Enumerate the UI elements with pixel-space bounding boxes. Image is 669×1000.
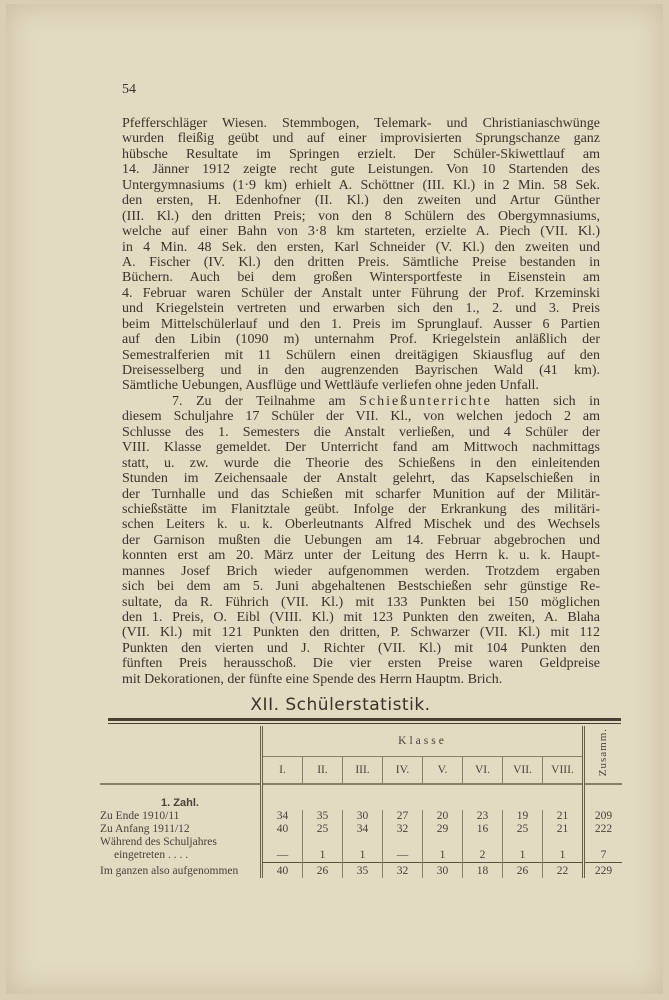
row-label: [100, 836, 262, 862]
text-line: hübsche Resultate im Springen erzielt. Der Schüler-Skiwettlauf am: [122, 146, 600, 162]
text-line: Untergymnasiums (1·9 km) erhielt A. Schöttner (III. Kl.) in 2 Min. 58 Sek.: [122, 177, 600, 193]
table-cell: 40: [262, 862, 303, 878]
table-top-rule-thin: [108, 723, 621, 724]
table-cell: 1: [343, 836, 383, 862]
table-cell: 35: [303, 810, 343, 823]
text-line: VIII. Klasse gemeldet. Der Unterricht fand am Mittwoch nachmittags: [122, 440, 600, 456]
text-line: Sämtliche Uebungen, Ausflüge und Wettläufe verliefen ohne jeden Unfall.: [122, 378, 539, 394]
table-cell: 18: [463, 862, 503, 878]
table-cell: 26: [303, 862, 343, 878]
text-line: Büchern. Auch bei dem großen Wintersportfeste in Eisenstein am: [122, 270, 600, 286]
row-label-line: eingetreten . . . .: [114, 849, 189, 861]
text-line: mit Dekorationen, der fünfte eine Spende des Herrn Hauptm. Brich.: [122, 671, 503, 687]
row-label: Zu Ende 1910/11: [100, 810, 262, 823]
table-cell: 25: [303, 823, 343, 836]
text-line: welche auf einer Bahn von 3·8 km starteten, erzielte A. Piech (VII. Kl.): [122, 224, 600, 240]
section-label: 1. Zahl.: [100, 789, 262, 810]
table-cell: 32: [383, 823, 423, 836]
table-cell: 34: [343, 823, 383, 836]
section-title: XII. Schülerstatistik.: [250, 695, 431, 715]
table-cell: 21: [543, 823, 584, 836]
row-label: Im ganzen also aufgenommen: [100, 862, 262, 878]
table-cell: 23: [463, 810, 503, 823]
text-line: sultate, da R. Führich (VII. Kl.) mit 133 Punkten bei 150 möglichen: [122, 594, 600, 610]
table-cell: 1: [503, 836, 543, 862]
table-row: [100, 836, 622, 862]
table-cell: 16: [463, 823, 503, 836]
table-cell: 35: [343, 862, 383, 878]
document-page: [6, 4, 663, 994]
text-line: diesem Schuljahre 17 Schüler der VII. Kl., von welchen jedoch 2 am: [122, 409, 600, 425]
class-header: V.: [423, 757, 463, 785]
body-text: [122, 116, 600, 687]
total-cell: 209: [584, 810, 623, 823]
text-line: den 1. Preis, O. Eibl (VIII. Kl.) mit 123 Punkten den zweiten, A. Blaha: [122, 610, 600, 625]
total-header: Zusamm.: [597, 728, 609, 777]
table-cell: 22: [543, 862, 584, 878]
table-cell: 32: [383, 862, 423, 878]
table-cell: 19: [503, 810, 543, 823]
text-line: 7. Zu der Teilnahme am Schießunterrichte hatten sich in: [172, 393, 600, 409]
table-cell: —: [383, 836, 423, 862]
class-header: I.: [262, 757, 303, 785]
text-line: und Kriegelstein vertreten und erwarben sich den 1., 2. und 3. Preis: [122, 301, 600, 317]
total-cell: 7: [584, 836, 623, 862]
text-line: in 4 Min. 48 Sek. den ersten, Karl Schneider (V. Kl.) den zweiten und: [122, 239, 600, 255]
text-line: beim Mittelschülerlauf und den 1. Preis im Sprunglauf. Ausser 6 Partien: [122, 316, 600, 332]
table-row: [100, 823, 622, 836]
table-cell: 20: [423, 810, 463, 823]
table-cell: 26: [503, 862, 543, 878]
class-header: II.: [303, 757, 343, 785]
table-cell: 30: [423, 862, 463, 878]
table-row: [100, 810, 622, 823]
text-line: konnten erst am 20. März unter der Leitung des Herrn k. u. k. Haupt-: [122, 548, 600, 564]
text-line: statt, u. zw. wurde die Theorie des Schießens in den einleitenden: [122, 455, 600, 471]
table-cell: 21: [543, 810, 584, 823]
text-line: Stunden im Zeichensaale der Anstalt gelehrt, das Kapselschießen in: [122, 471, 600, 487]
statistics-table: [100, 726, 622, 878]
text-line: schießstätte im Flanitztale geübt. Infolge der Erkrankung des militäri-: [122, 501, 600, 517]
table-cell: 30: [343, 810, 383, 823]
class-header: VII.: [503, 757, 543, 785]
text-line: 4. Februar waren Schüler der Anstalt unter Führung der Prof. Krzeminski: [122, 285, 600, 301]
total-cell: 222: [584, 823, 623, 836]
text-line: mannes Josef Brich wieder aufgenommen werden. Trotzdem ergaben: [122, 563, 600, 579]
text-line: Pfefferschläger Wiesen. Stemmbogen, Telemark- und Christianiaschwünge: [122, 116, 600, 131]
text-line: A. Fischer (IV. Kl.) den dritten Preis. Sämtliche Preise bestanden in: [122, 254, 600, 270]
text-line: Schlusse des 1. Semesters die Anstalt verließen, und 4 Schüler der: [122, 424, 600, 440]
class-header: VI.: [463, 757, 503, 785]
text-line: der Garnison mußten die Uebungen am 14. Februar abgebrochen und: [122, 532, 600, 548]
table-cell: 1: [423, 836, 463, 862]
row-label-line: Während des Schuljahres: [100, 836, 217, 848]
table-row: [100, 862, 622, 878]
text-line: (III. Kl.) den dritten Preis; von den 8 Schülern des Obergymnasiums,: [122, 208, 600, 224]
table-cell: 29: [423, 823, 463, 836]
text-line: der Turnhalle und das Schießen mit scharfer Munition auf der Militär-: [122, 486, 600, 502]
text-line: Dreisesselberg und in den augrenzenden Bayrischen Wald (41 km).: [122, 363, 600, 378]
emphasized-word: Schießunterrichte: [359, 393, 492, 409]
class-header: IV.: [383, 757, 423, 785]
table-cell: 2: [463, 836, 503, 862]
text-line: Semestralferien mit 11 Schülern einen dreitägigen Skiausflug auf den: [122, 347, 600, 363]
table-cell: 1: [543, 836, 584, 862]
text-line: den ersten, H. Edenhofner (II. Kl.) den zweiten und Artur Günther: [122, 193, 600, 209]
klasse-header: Klasse: [398, 734, 447, 747]
text-line: (VII. Kl.) mit 121 Punkten den dritten, P. Schwarzer (VII. Kl.) mit 112: [122, 625, 600, 641]
text-line: sich bei dem am 5. Juni abgehaltenen Bestschießen sehr günstige Re-: [122, 579, 600, 595]
page-number: 54: [122, 82, 136, 97]
text-line: wurden fleißig geübt und auf einer improvisierten Sprungschanze ganz: [122, 131, 600, 147]
table-cell: 27: [383, 810, 423, 823]
text-line: Punkten den vierten und J. Richter (VII. Kl.) mit 104 Punkten den: [122, 640, 600, 656]
text-line: 14. Jänner 1912 zeigte recht gute Leistungen. Von 10 Startenden des: [122, 162, 600, 178]
class-header: III.: [343, 757, 383, 785]
table-cell: 1: [303, 836, 343, 862]
table-cell: 25: [503, 823, 543, 836]
row-label: Zu Anfang 1911/12: [100, 823, 262, 836]
text-line: auf den Libin (1090 m) unternahm Prof. Kriegelstein anläßlich der: [122, 332, 600, 348]
table-top-rule: [108, 718, 621, 721]
text-line: fünften Preis herausschoß. Die vier ersten Preise waren Geldpreise: [122, 656, 600, 672]
class-header: VIII.: [543, 757, 584, 785]
table-cell: 40: [262, 823, 303, 836]
table-cell: 34: [262, 810, 303, 823]
text-line: schen Leiters k. u. k. Oberleutnants Alfred Mischek und des Wechsels: [122, 517, 600, 533]
total-cell: 229: [584, 862, 623, 878]
table-cell: —: [262, 836, 303, 862]
